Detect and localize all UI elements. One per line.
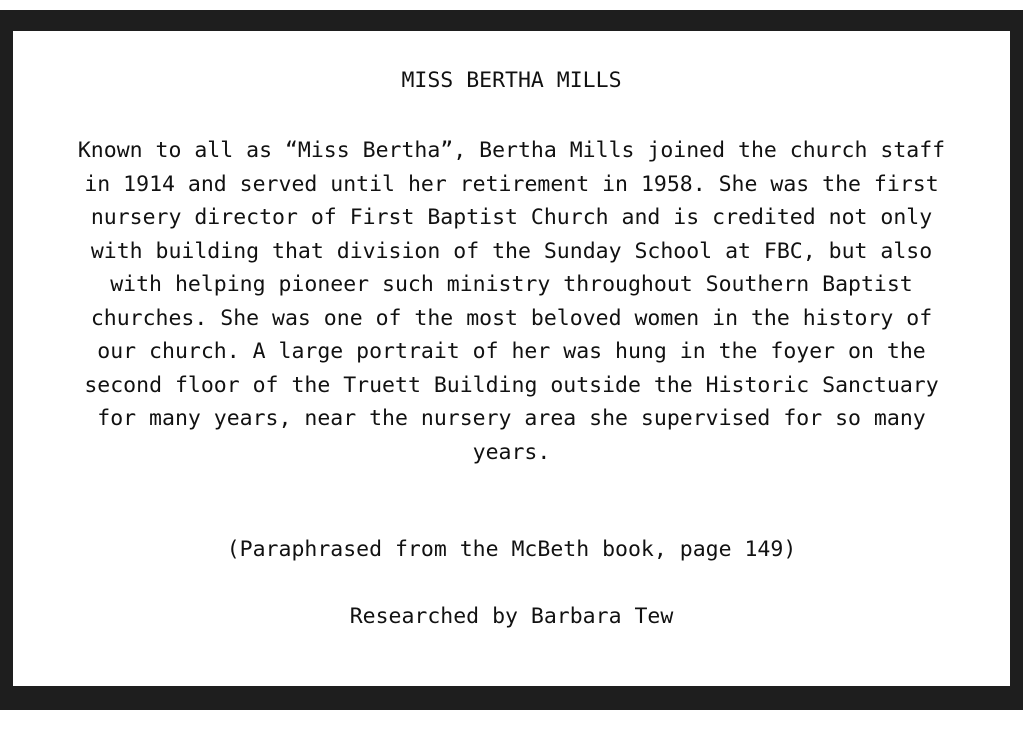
- card-body: Known to all as “Miss Bertha”, Bertha Mills joined the church staff in 1914 and served until her retirement in 1958. She was the first nursery director of First Baptist Church and is credited not only with building that division of the Sunday School at FBC, but also with helping pioneer such ministry throughout Southern Baptist churches. She was one of the most beloved women in the history of our church. A large portrait of her was hung in the foyer on the second floor of the Truett Building outside the Historic Sanctuary for many years, near the nursery area she supervised for so many years.: [77, 138, 946, 465]
- text-card: [13, 31, 1010, 686]
- research-credit: Researched by Barbara Tew: [349, 604, 674, 629]
- black-frame: [0, 10, 1023, 710]
- card-title: MISS BERTHA MILLS: [401, 68, 622, 93]
- source-note: (Paraphrased from the McBeth book, page 149): [226, 537, 797, 562]
